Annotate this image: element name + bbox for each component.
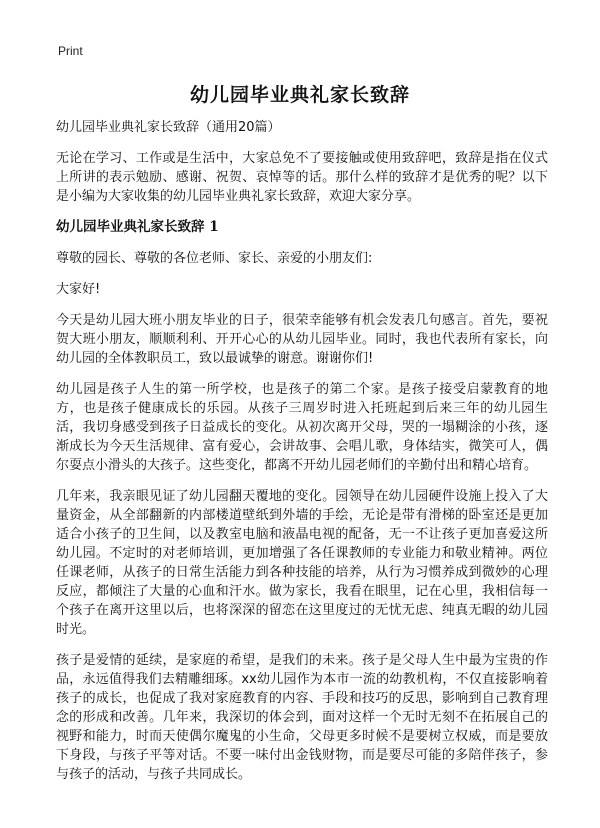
body-paragraph: 几年来，我亲眼见证了幼儿园翻天覆地的变化。园领导在幼儿园硬件设施上投入了大量资金，从全部翻新的内部楼道壁纸到外墙的手绘，无论是带有滑梯的卧室还是更加适合小孩子的卫生间，以及教室电脑和液晶电视的配备，无一不让孩子更加喜爱这所幼儿园。不定时的对老师培训，更加增强了各任课教师的专业能力和敬业精神。两位任课老师，从孩子的日常生活能力到各种技能的培养，从行为习惯养成到微妙的心理反应，都倾注了大量的心血和汗水。做为家长，我看在眼里，记在心里，我相信每一个孩子在离开这里以后，也将深深的留恋在这里度过的无忧无虑、纯真无暇的幼儿园时光。 <box>56 489 548 637</box>
section-heading: 幼儿园毕业典礼家长致辞 1 <box>56 219 219 235</box>
article-body <box>56 118 548 796</box>
intro-paragraph: 无论在学习、工作或是生活中，大家总免不了要接触或使用致辞吧，致辞是指在仪式上所讲的表示勉励、感谢、祝贺、哀悼等的话。那什么样的致辞才是优秀的呢？以下是小编为大家收集的幼儿园毕业典礼家长致辞，欢迎大家分享。 <box>56 151 548 204</box>
body-paragraph: 幼儿园是孩子人生的第一所学校，也是孩子的第二个家。是孩子接受启蒙教育的地方，也是孩子健康成长的乐园。从孩子三周岁时进入托班起到后来三年的幼儿园生活，我切身感受到孩子日益成长的变化。从初次离开父母，哭的一塌糊涂的小孩，逐渐成长为今天生活规律、富有爱心，会讲故事、会唱儿歌，身体结实，微笑可人，偶尔耍点小滑头的大孩子。这些变化，都离不开幼儿园老师们的辛勤付出和精心培育。 <box>56 382 548 473</box>
greeting-paragraph: 大家好! <box>56 282 101 297</box>
salutation-paragraph: 尊敬的园长、尊敬的各位老师、家长、亲爱的小朋友们: <box>56 251 373 266</box>
body-paragraph: 今天是幼儿园大班小朋友毕业的日子，很荣幸能够有机会发表几句感言。首先，要祝贺大班小朋友，顺顺利利、开开心心的从幼儿园毕业。同时，我也代表所有家长，向幼儿园的全体教职员工，致以最诚挚的谢意。谢谢你们! <box>56 313 548 366</box>
article-subtitle: 幼儿园毕业典礼家长致辞（通用20篇） <box>56 120 281 135</box>
body-paragraph: 孩子是爱情的延续，是家庭的希望，是我们的未来。孩子是父母人生中最为宝贵的作品，永远值得我们去精雕细琢。xx幼儿园作为本市一流的幼教机构，不仅直接影响着孩子的成长，也促成了我对家庭教育的内容、手段和技巧的反思，影响到自己教育理念的形成和改善。几年来，我深切的体会到，面对这样一个无时无刻不在拓展自己的视野和能力，时而天使偶尔魔鬼的小生命，父母更多时候不是要树立权威，而是要放下身段，与孩子平等对话。不要一味付出金钱财物，而是要尽可能的多陪伴孩子，参与孩子的活动，与孩子共同成长。 <box>56 653 548 782</box>
page-title: 幼儿园毕业典礼家长致辞 <box>189 84 410 106</box>
print-label[interactable]: Print <box>58 44 83 58</box>
